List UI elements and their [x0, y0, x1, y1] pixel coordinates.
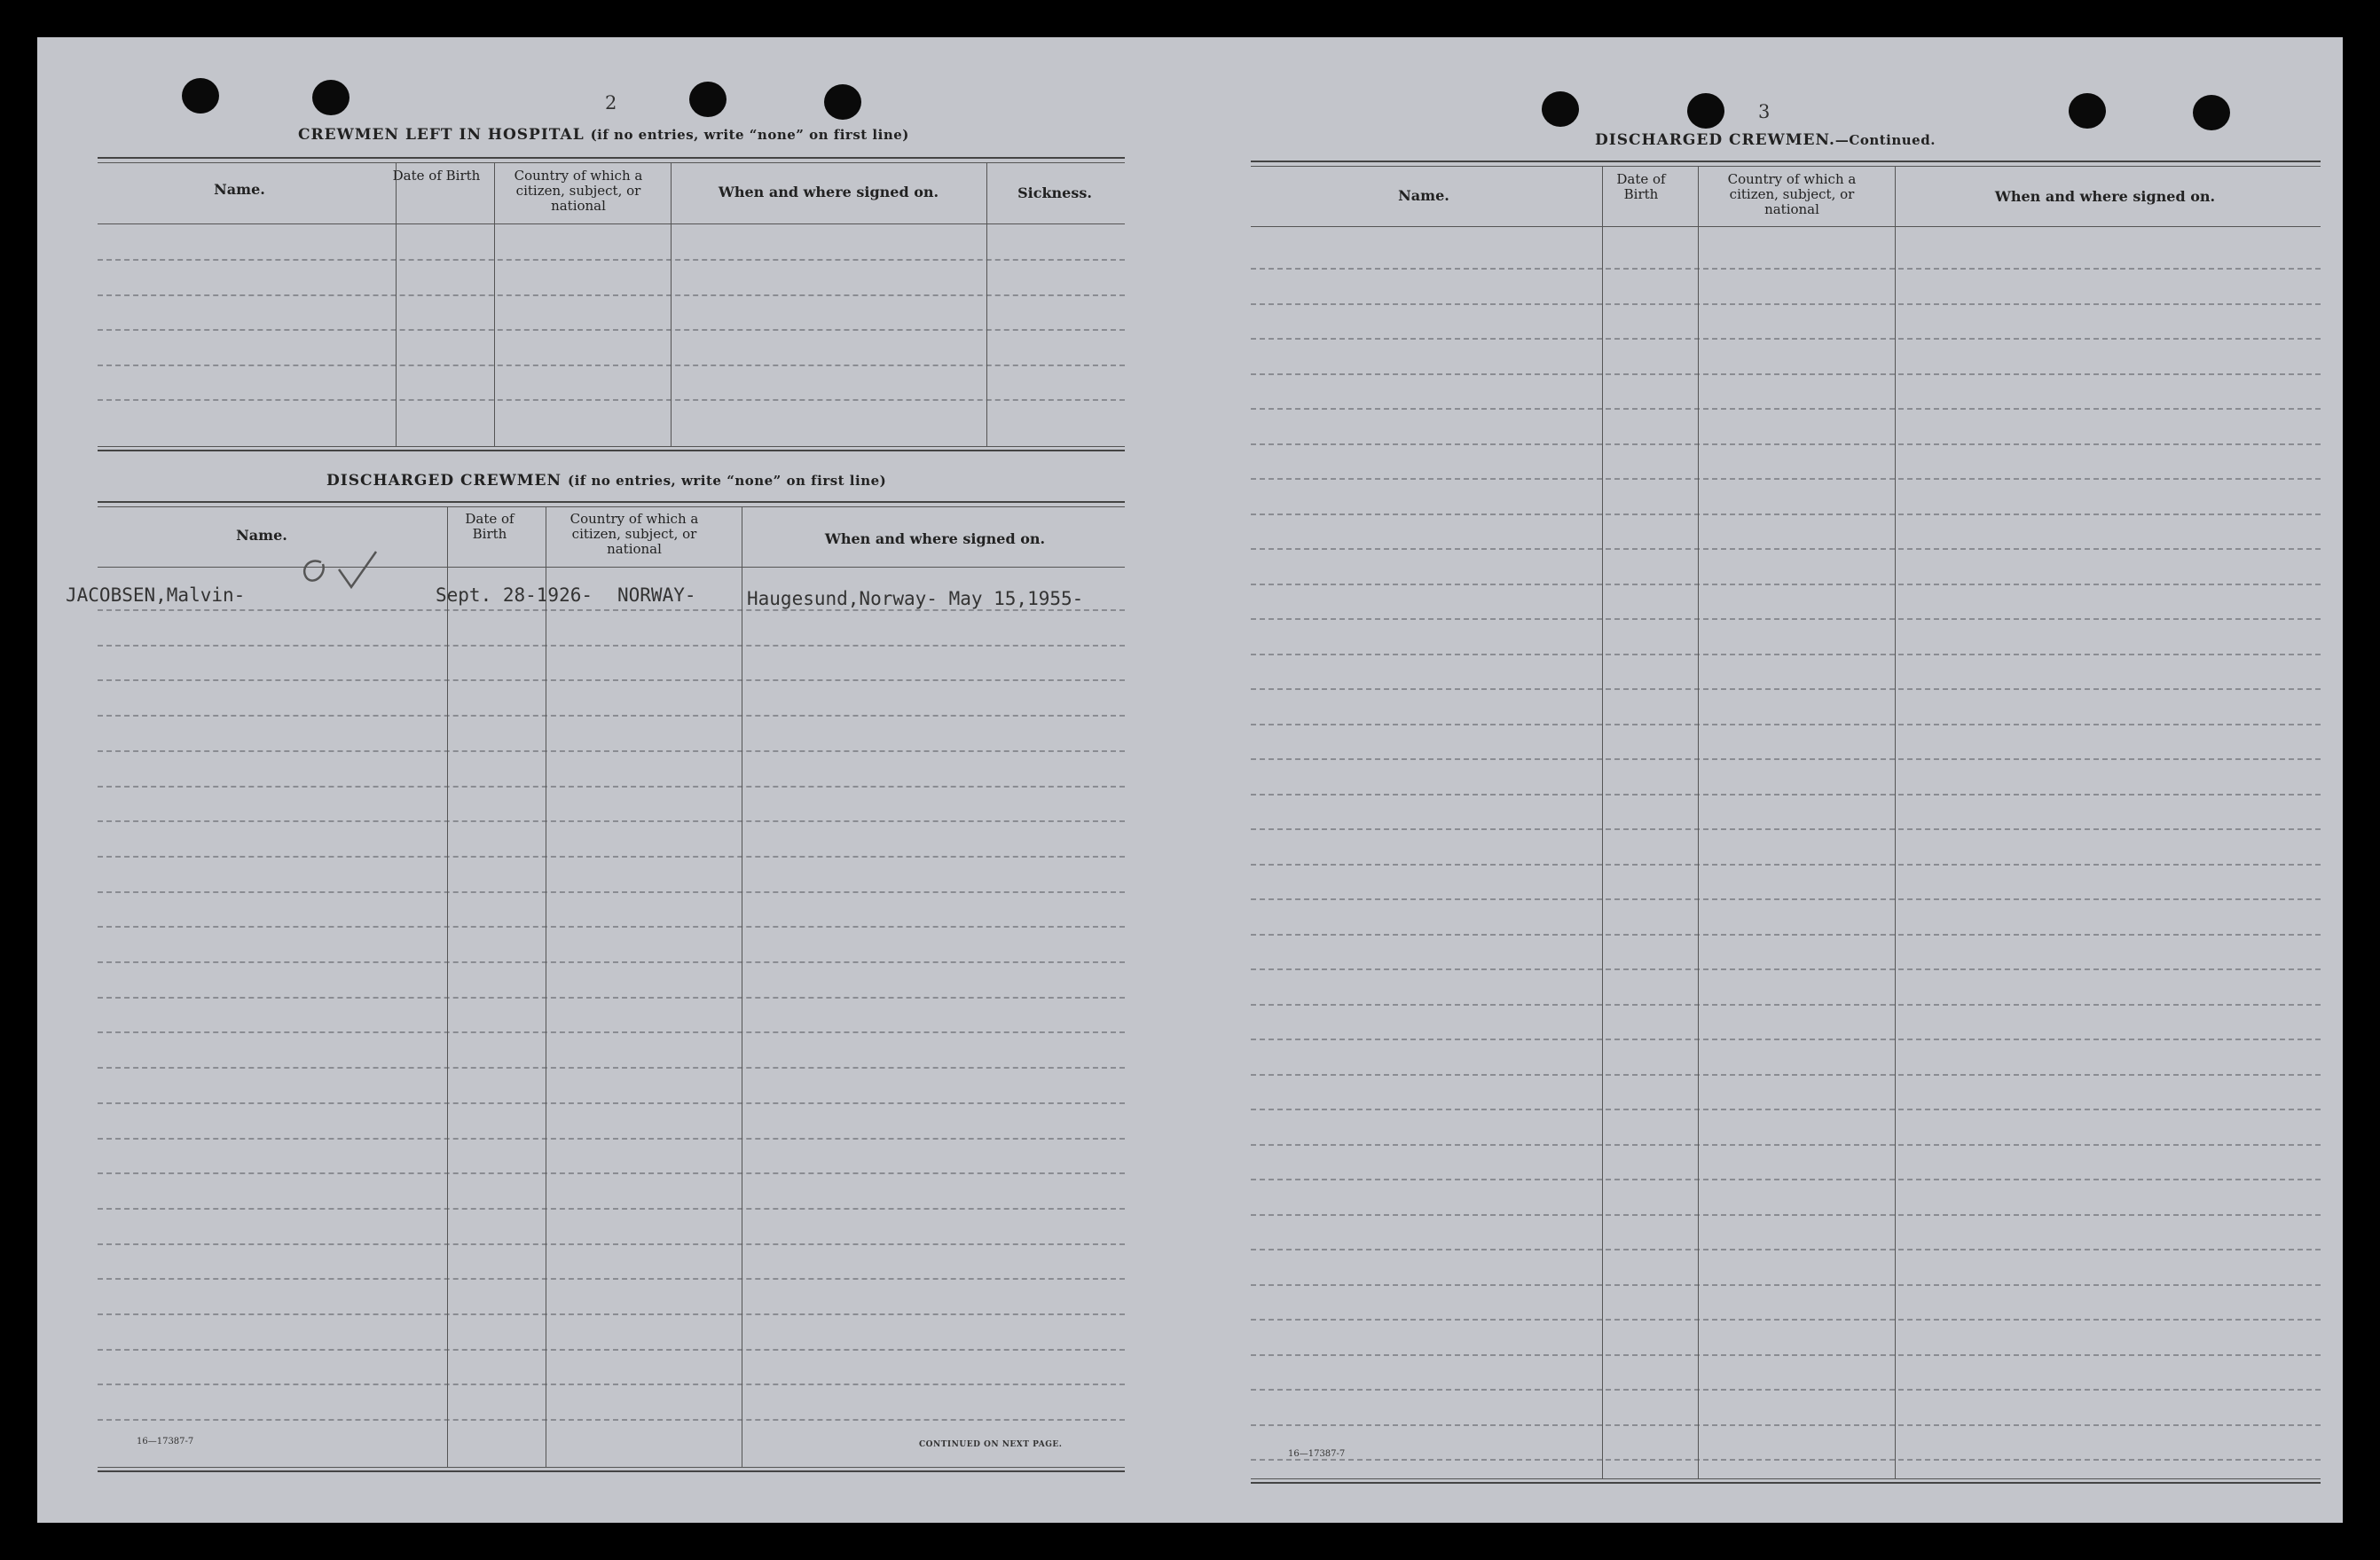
hospital-title-note: (if no entries, write “none” on first line) — [590, 127, 909, 143]
punch-hole — [312, 80, 350, 115]
punch-hole — [2193, 95, 2230, 130]
entry-line — [1251, 654, 2321, 655]
rule — [1251, 166, 2321, 167]
entry-line — [1251, 408, 2321, 410]
rule — [98, 506, 1125, 507]
hospital-col-country: Country of which a citizen, subject, or national — [514, 168, 643, 214]
rule — [98, 450, 1125, 451]
entry-line — [1251, 1004, 2321, 1006]
entry-line — [1251, 1459, 2321, 1461]
rule — [98, 223, 1125, 224]
crewman-name: JACOBSEN,Malvin- — [66, 584, 246, 606]
punch-hole — [2069, 93, 2106, 129]
page-number: 2 — [605, 92, 617, 114]
crewman-dob: Sept. 28-1926- — [436, 584, 593, 606]
entry-line — [1251, 443, 2321, 445]
entry-line — [1251, 1354, 2321, 1356]
entry-line — [1251, 1249, 2321, 1250]
column-divider — [1698, 166, 1699, 1478]
entry-line — [98, 926, 1125, 928]
punch-hole — [1542, 91, 1579, 127]
rule — [98, 1470, 1125, 1472]
column-divider — [986, 162, 987, 446]
entry-line — [1251, 898, 2321, 900]
entry-line — [1251, 1109, 2321, 1110]
continued-col-name: Name. — [1398, 187, 1449, 204]
rule — [98, 501, 1125, 503]
hospital-title-text: CREWMEN LEFT IN HOSPITAL — [298, 126, 585, 144]
entry-line — [98, 1278, 1125, 1280]
entry-line — [98, 750, 1125, 752]
entry-line — [98, 399, 1125, 401]
entry-line — [1251, 1284, 2321, 1286]
discharged-col-dob: Date of Birth — [465, 511, 514, 542]
entry-line — [98, 1419, 1125, 1421]
hospital-col-name: Name. — [214, 181, 265, 198]
column-divider — [447, 506, 448, 1467]
rule — [98, 157, 1125, 159]
hospital-col-dob: Date of Birth — [392, 168, 481, 184]
entry-line — [1251, 373, 2321, 375]
entry-line — [98, 786, 1125, 788]
entry-line — [98, 1138, 1125, 1140]
entry-line — [98, 329, 1125, 331]
entry-line — [1251, 1144, 2321, 1146]
entry-line — [98, 1031, 1125, 1033]
entry-line — [98, 856, 1125, 858]
crewman-country: NORWAY- — [617, 584, 696, 606]
punch-hole — [1687, 93, 1724, 129]
discharged-col-country: Country of which a citizen, subject, or national — [569, 511, 699, 557]
column-divider — [494, 162, 495, 446]
entry-line — [1251, 338, 2321, 340]
entry-line — [1251, 548, 2321, 550]
continued-title-suffix: —Continued. — [1834, 132, 1936, 148]
discharged-col-name: Name. — [236, 527, 287, 544]
continued-note: CONTINUED ON NEXT PAGE. — [919, 1440, 1063, 1449]
entry-line — [1251, 1214, 2321, 1216]
column-divider — [671, 162, 672, 446]
discharged-continued-title — [1595, 131, 1936, 149]
entry-line — [98, 365, 1125, 366]
entry-line — [1251, 268, 2321, 270]
entry-line — [1251, 303, 2321, 305]
entry-line — [98, 1067, 1125, 1069]
entry-line — [1251, 864, 2321, 866]
entry-line — [98, 715, 1125, 717]
entry-line — [98, 259, 1125, 261]
document-sheet — [37, 37, 2343, 1523]
entry-line — [1251, 1074, 2321, 1076]
entry-line — [98, 1102, 1125, 1104]
form-number: 16—17387-7 — [137, 1437, 194, 1446]
entry-line — [98, 891, 1125, 893]
hospital-section-title — [298, 126, 909, 144]
hospital-col-sickness: Sickness. — [1017, 184, 1092, 201]
entry-line — [98, 997, 1125, 999]
column-divider — [1602, 166, 1603, 1478]
entry-line — [98, 1243, 1125, 1245]
hospital-col-signed-on: When and where signed on. — [718, 184, 939, 200]
continued-title-text: DISCHARGED CREWMEN. — [1595, 131, 1835, 149]
entry-line — [1251, 1319, 2321, 1321]
entry-line — [98, 1384, 1125, 1385]
discharged-title-note: (if no entries, write “none” on first line) — [567, 473, 887, 489]
entry-line — [1251, 758, 2321, 760]
rule — [98, 446, 1125, 447]
entry-line — [1251, 688, 2321, 690]
continued-col-signed-on: When and where signed on. — [1994, 188, 2216, 205]
entry-line — [98, 1313, 1125, 1315]
entry-line — [1251, 934, 2321, 936]
entry-line — [98, 1208, 1125, 1210]
entry-line — [98, 961, 1125, 963]
entry-line — [98, 609, 1125, 611]
rule — [1251, 1478, 2321, 1479]
entry-line — [1251, 968, 2321, 970]
punch-hole — [824, 84, 861, 120]
entry-line — [1251, 724, 2321, 725]
continued-col-country: Country of which a citizen, subject, or national — [1727, 171, 1857, 217]
entry-line — [98, 645, 1125, 647]
rule — [98, 1467, 1125, 1468]
entry-line — [1251, 1424, 2321, 1426]
entry-line — [1251, 584, 2321, 585]
punch-hole — [689, 82, 727, 117]
entry-line — [98, 1172, 1125, 1174]
rule — [98, 162, 1125, 163]
ok-annotation — [287, 546, 385, 600]
rule — [98, 567, 1125, 568]
discharged-section-title — [326, 472, 886, 490]
entry-line — [1251, 1389, 2321, 1391]
rule — [1251, 1482, 2321, 1484]
entry-line — [1251, 513, 2321, 515]
entry-line — [1251, 1039, 2321, 1040]
discharged-col-signed-on: When and where signed on. — [824, 530, 1046, 547]
rule — [1251, 226, 2321, 227]
entry-line — [1251, 828, 2321, 830]
rule — [1251, 161, 2321, 162]
entry-line — [1251, 794, 2321, 796]
column-divider — [1895, 166, 1896, 1478]
column-divider — [396, 162, 397, 446]
page-number: 3 — [1758, 101, 1771, 122]
punch-hole — [182, 78, 219, 114]
entry-line — [98, 679, 1125, 681]
continued-col-dob: Date of Birth — [1616, 171, 1666, 202]
form-number: 16—17387-7 — [1288, 1449, 1346, 1459]
entry-line — [98, 294, 1125, 296]
entry-line — [1251, 618, 2321, 620]
entry-line — [98, 820, 1125, 822]
entry-line — [1251, 478, 2321, 480]
entry-line — [1251, 1179, 2321, 1180]
discharged-title-text: DISCHARGED CREWMEN — [326, 472, 562, 490]
entry-line — [98, 1349, 1125, 1351]
crewman-signed-on: Haugesund,Norway- May 15,1955- — [747, 588, 1084, 609]
